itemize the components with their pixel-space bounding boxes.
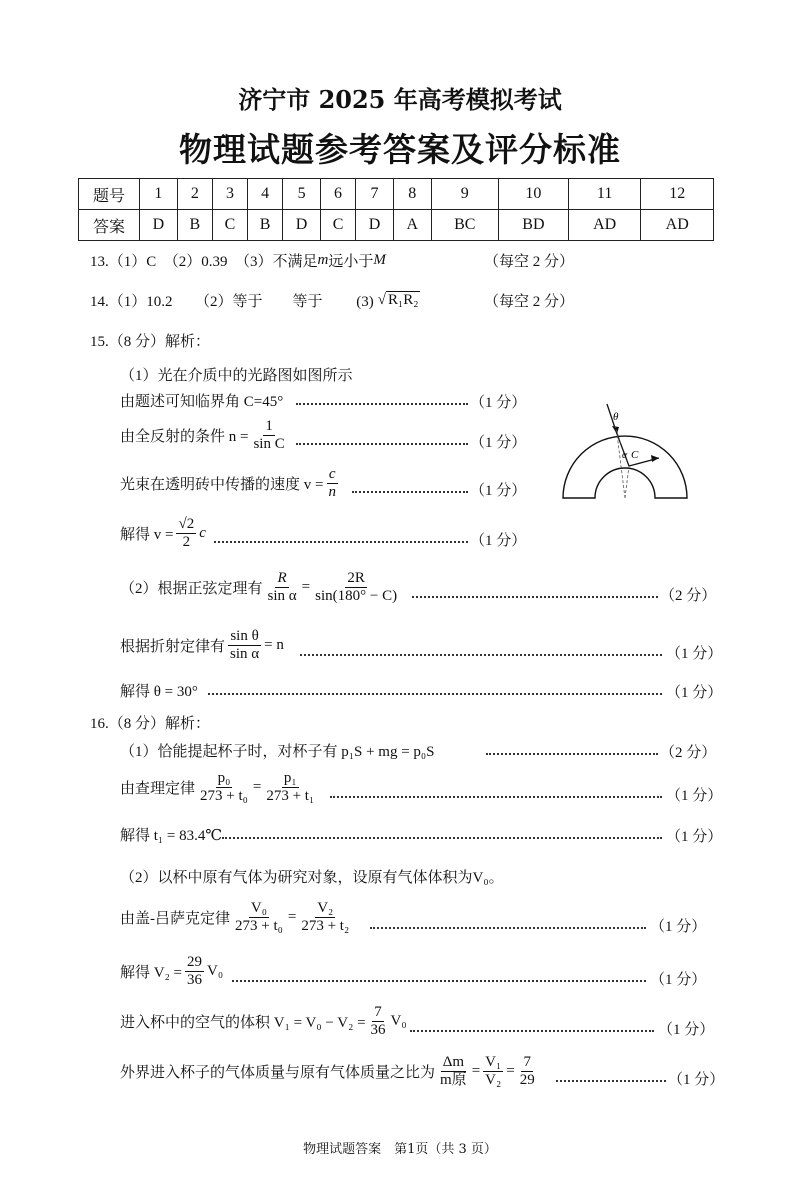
row-label: 题号	[79, 179, 140, 210]
fraction-denominator: sin α	[267, 587, 297, 604]
answer-cell: BC	[431, 210, 498, 241]
leader-dots	[486, 753, 658, 755]
q15-line4-text: 解得 v =	[120, 526, 174, 543]
leader-dots	[370, 927, 646, 929]
answer-cell: D	[356, 210, 394, 241]
q15-line4-tail: c	[199, 524, 206, 541]
q16-line2-text: 由查理定律	[120, 780, 196, 797]
semicircular-ring	[563, 436, 687, 498]
leader-dots	[208, 693, 662, 695]
q15-line2	[120, 418, 290, 452]
answer-row	[79, 210, 714, 241]
fraction-denominator: V₂	[485, 1071, 502, 1088]
answer-table	[78, 178, 714, 241]
fraction-numerator: sin θ	[230, 628, 259, 644]
q16-line3: 解得 t₁ = 83.4℃	[120, 828, 223, 844]
fraction-numerator: R	[277, 570, 287, 586]
q15-line5-text: （2）根据正弦定理有	[120, 580, 263, 597]
q15-line4	[120, 516, 206, 550]
fraction-denominator: 273 + t₂	[301, 917, 350, 934]
leader-dots	[232, 980, 646, 982]
q16-line6-text: 解得 V₂ =	[120, 964, 183, 981]
answer-key-title: 物理试题参考答案及评分标准	[179, 130, 621, 169]
q15-line7: 解得 θ = 30°	[120, 684, 198, 700]
points: （2 分）	[660, 588, 717, 604]
q13-line	[90, 250, 386, 271]
fraction-denominator: sin α	[230, 645, 260, 662]
points: （1 分）	[470, 483, 527, 499]
q16-line6-tail: V₀	[207, 962, 224, 979]
q16-line4: （2）以杯中原有气体为研究对象，设原有气体体积为V₀。	[120, 870, 504, 886]
q16-line1: （1）恰能提起杯子时，对杯子有 p₁S + mg = p₀S	[120, 744, 435, 760]
fraction-denominator: 273 + t₀	[200, 787, 248, 804]
points: （1 分）	[650, 919, 707, 935]
equals: =	[301, 578, 311, 595]
question-number: 2	[177, 179, 212, 210]
equals: =	[506, 1062, 515, 1079]
answer-cell: B	[248, 210, 283, 241]
fraction-numerator: 1	[265, 418, 273, 434]
fraction-denominator: 2	[182, 533, 191, 550]
answer-cell: AD	[641, 210, 714, 241]
question-number: 12	[641, 179, 714, 210]
fraction-numerator: V₁	[485, 1054, 502, 1070]
q16-line7-text: 进入杯中的空气的体积 V₁ = V₀ − V₂ =	[120, 1014, 366, 1031]
fraction-numerator: V₀	[250, 900, 267, 916]
leader-dots	[222, 837, 662, 839]
question-number: 8	[393, 179, 431, 210]
q15-line1: 由题述可知临界角 C=45°	[120, 394, 284, 410]
q13-text: 13.（1）C （2）0.39 （3）不满足	[90, 254, 318, 270]
q13-M: M	[373, 252, 386, 268]
points: （1 分）	[666, 788, 723, 804]
radius-line	[625, 466, 629, 498]
leader-dots	[330, 796, 662, 798]
leader-dots	[412, 596, 658, 598]
leader-dots	[296, 403, 468, 405]
answer-cell: AD	[568, 210, 641, 241]
answer-cell: D	[283, 210, 321, 241]
fraction-numerator: 7	[374, 1004, 382, 1020]
leader-dots	[410, 1030, 654, 1032]
answer-cell: D	[140, 210, 178, 241]
fraction-denominator: n	[328, 483, 336, 500]
fraction-numerator: √2	[178, 516, 195, 532]
points: （2 分）	[660, 745, 717, 761]
fraction-numerator: V₂	[317, 900, 334, 916]
answer-cell: C	[320, 210, 355, 241]
fraction-numerator: p₁	[283, 770, 297, 786]
fraction-numerator: p₀	[217, 770, 231, 786]
q16-line6	[120, 954, 223, 988]
fraction-denominator: 273 + t₀	[235, 917, 283, 934]
q13-mid: 远小于	[328, 254, 374, 270]
leader-dots	[352, 491, 468, 493]
q16-line7	[120, 1004, 407, 1038]
q15-line3-text: 光束在透明砖中传播的速度 v =	[120, 476, 324, 493]
fraction-numerator: 7	[523, 1054, 531, 1070]
exam-title: 济宁市 2025 年高考模拟考试	[238, 85, 562, 114]
leader-dots	[296, 443, 468, 445]
arrow-icon	[651, 455, 659, 462]
q15-line3	[120, 466, 341, 500]
theta-label: θ	[613, 411, 619, 423]
answer-cell: C	[212, 210, 247, 241]
leader-dots	[556, 1080, 666, 1082]
points: （1 分）	[666, 646, 723, 662]
q16-heading: 16.（8 分）解析：	[90, 716, 211, 732]
question-number: 11	[568, 179, 641, 210]
question-number: 7	[356, 179, 394, 210]
fraction-denominator: 36	[370, 1021, 386, 1038]
leader-dots	[214, 541, 468, 543]
fraction-denominator: sin(180° − C)	[315, 587, 398, 604]
q16-line2	[120, 770, 319, 804]
question-number: 9	[431, 179, 498, 210]
points: （1 分）	[666, 829, 723, 845]
points: （1 分）	[470, 435, 527, 451]
q15-line6	[120, 628, 284, 662]
q15-heading: 15.（8 分）解析：	[90, 334, 211, 350]
q15-line6-tail: = n	[264, 636, 284, 653]
fraction-denominator: 273 + t₁	[266, 787, 315, 804]
answer-cell: A	[393, 210, 431, 241]
fraction-numerator: 29	[187, 954, 203, 970]
points: （1 分）	[668, 1072, 725, 1088]
question-number: 10	[498, 179, 568, 210]
answer-cell: B	[177, 210, 212, 241]
question-number: 6	[320, 179, 355, 210]
q13-points: （每空 2 分）	[484, 254, 575, 270]
q16-line8	[120, 1054, 540, 1088]
question-number: 4	[248, 179, 283, 210]
q14-text: 14.（1）10.2 （2）等于 等于 (3)	[90, 294, 374, 310]
q15-part1-intro: （1）光在介质中的光路图如图所示	[120, 368, 353, 384]
fraction-denominator: m原	[440, 1071, 467, 1088]
q16-line7-tail: V₀	[390, 1012, 407, 1029]
fraction-numerator: 2R	[347, 570, 365, 586]
q16-line8-text: 外界进入杯子的气体质量与原有气体质量之比为	[120, 1064, 436, 1081]
answer-cell: BD	[498, 210, 568, 241]
fraction-denominator: 29	[519, 1071, 535, 1088]
leader-dots	[300, 654, 662, 656]
page-footer: 物理试题答案 第1页（共 3 页）	[303, 1142, 497, 1157]
q14-sqrt: R₁R₂	[387, 292, 419, 308]
points: （1 分）	[470, 395, 527, 411]
question-number: 3	[212, 179, 247, 210]
points: （1 分）	[650, 972, 707, 988]
row-label: 答案	[79, 210, 140, 241]
light-path-diagram	[555, 400, 695, 505]
equals: =	[287, 908, 297, 925]
fraction-denominator: sin C	[253, 435, 285, 452]
q13-m: m	[317, 252, 329, 268]
q15-line2-text: 由全反射的条件 n =	[120, 428, 249, 445]
q16-line5	[120, 900, 354, 934]
equals: =	[252, 778, 262, 795]
c-label: C	[631, 449, 639, 461]
alpha-label: α	[622, 450, 628, 461]
question-number-row	[79, 179, 714, 210]
q16-line5-text: 由盖-吕萨克定律	[120, 910, 230, 927]
equals: =	[471, 1062, 481, 1079]
fraction-denominator: 36	[187, 971, 203, 988]
fraction-numerator: Δm	[442, 1054, 465, 1070]
points: （1 分）	[470, 533, 527, 549]
q15-line5	[120, 570, 402, 604]
question-number: 1	[140, 179, 178, 210]
question-number: 5	[283, 179, 321, 210]
q14-line: 14.（1）10.2 （2）等于 等于 (3) √ R₁R₂	[90, 292, 419, 310]
points: （1 分）	[666, 685, 723, 701]
fraction-numerator: c	[328, 466, 336, 482]
q15-line6-text: 根据折射定律有	[120, 638, 226, 655]
points: （1 分）	[658, 1022, 715, 1038]
q14-points: （每空 2 分）	[484, 294, 575, 310]
